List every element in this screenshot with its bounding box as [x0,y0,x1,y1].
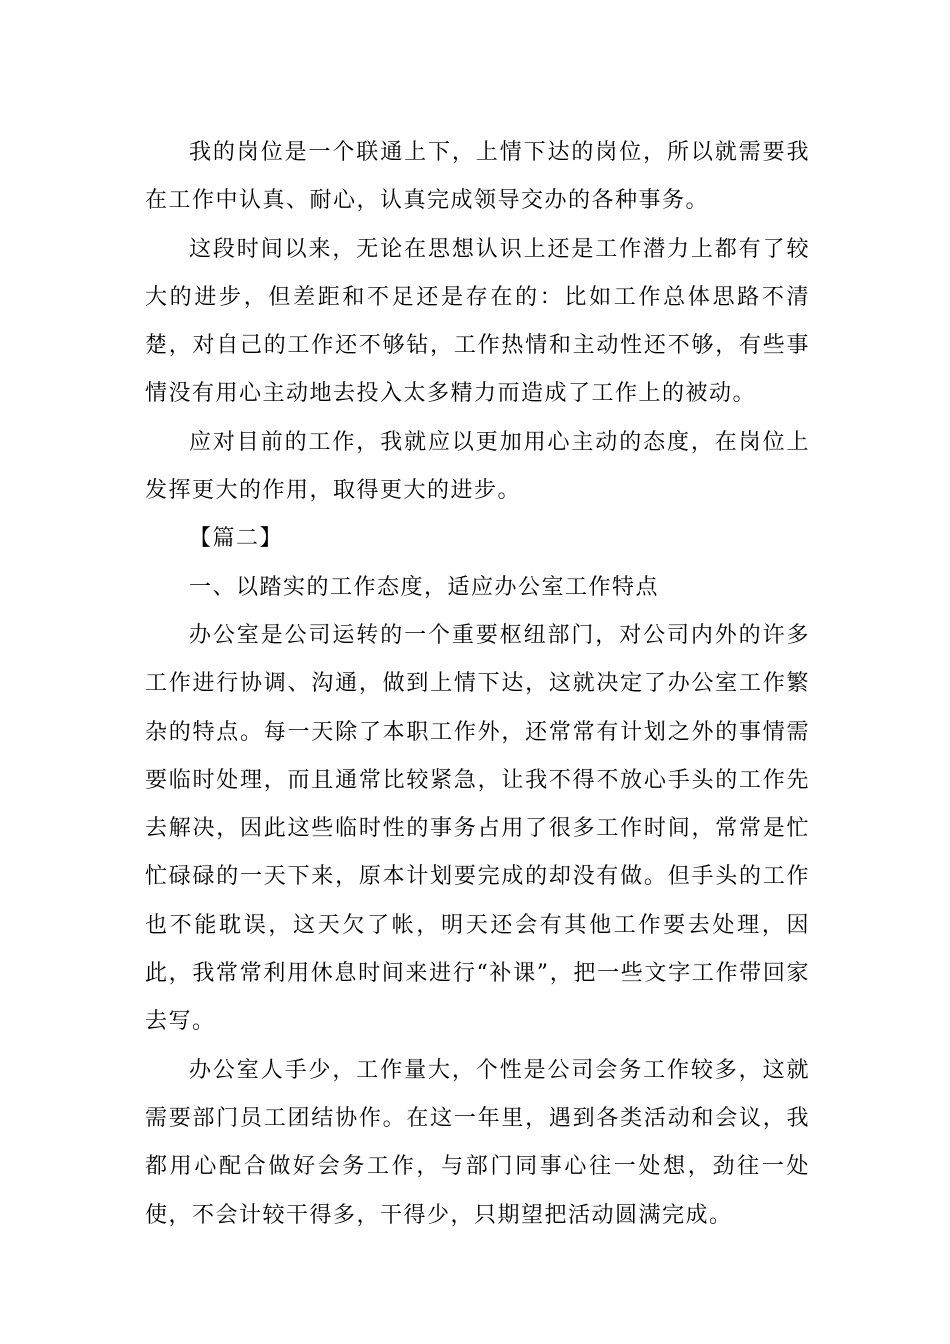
paragraph-5: 办公室人手少，工作量大，个性是公司会务工作较多，这就需要部门员工团结协作。在这一年里，遇到各类活动和会议，我都用心配合做好会务工作，与部门同事心往一处想，劲往一处使，不会计较干得多，干得少，只期望把活动圆满完成。 [145,1057,810,1228]
paragraph-3: 应对目前的工作，我就应以更加用心主动的态度，在岗位上发挥更大的作用，取得更大的进步。 [145,429,810,504]
document-body [145,129,810,1240]
section-heading: 【篇二】 [189,526,284,552]
paragraph-1: 我的岗位是一个联通上下，上情下达的岗位，所以就需要我在工作中认真、耐心，认真完成领导交办的各种事务。 [145,140,810,214]
paragraph-2: 这段时间以来，无论在思想认识上还是工作潜力上都有了较大的进步，但差距和不足还是存在的：比如工作总体思路不清楚，对自己的工作还不够钻，工作热情和主动性还不够，有些事情没有用心主动地去投入太多精力而造成了工作上的被动。 [145,236,810,407]
subsection-heading: 一、以踏实的工作态度，适应办公室工作特点 [189,574,660,600]
paragraph-4: 办公室是公司运转的一个重要枢纽部门，对公司内外的许多工作进行协调、沟通，做到上情下达，这就决定了办公室工作繁杂的特点。每一天除了本职工作外，还常常有计划之外的事情需要临时处理，而且通常比较紧急，让我不得不放心手头的工作先去解决，因此这些临时性的事务占用了很多工作时间，常常是忙忙碌碌的一天下来，原本计划要完成的却没有做。但手头的工作也不能耽误，这天欠了帐，明天还会有其他工作要去处理，因此，我常常利用休息时间来进行“补课”，把一些文字工作带回家去写。 [145,622,810,1035]
